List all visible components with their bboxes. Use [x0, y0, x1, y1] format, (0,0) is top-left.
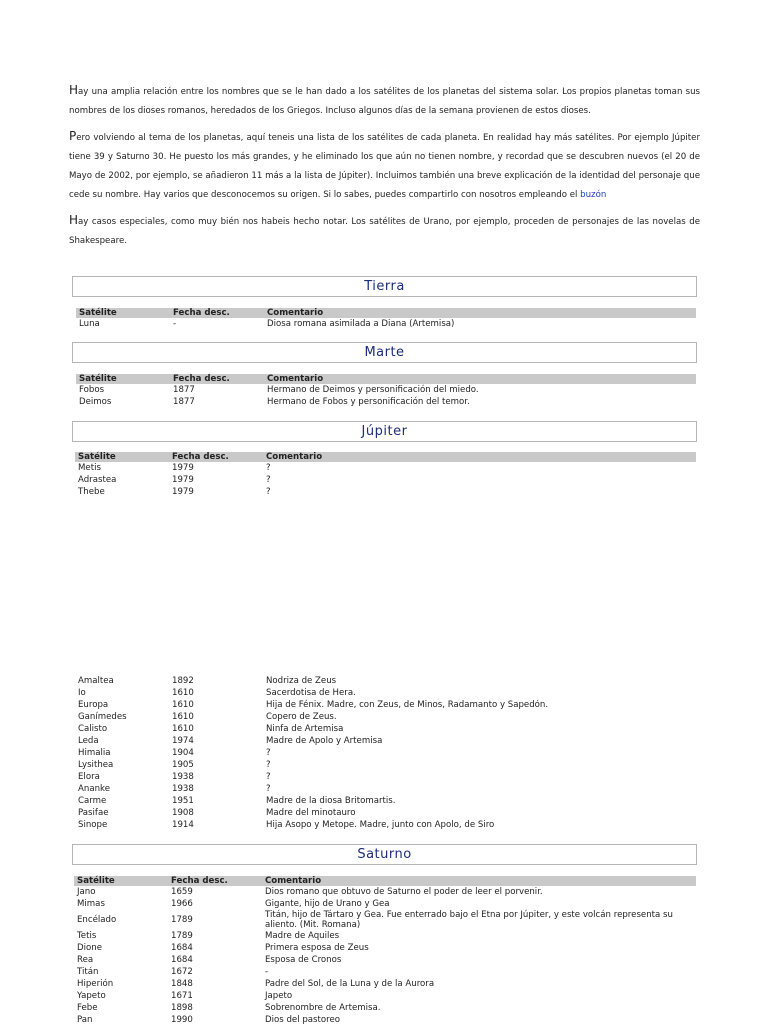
cell-comment: Japeto [265, 991, 293, 1001]
cell-comment: ? [266, 760, 271, 770]
cell-comment: Ninfa de Artemisa [266, 724, 344, 734]
cell-name: Calisto [78, 724, 108, 734]
col-header-fecha: Fecha desc. [168, 876, 262, 886]
cell-name: Febe [77, 1003, 98, 1013]
cell-date: 1877 [173, 385, 195, 395]
cell-comment: Gigante, hijo de Urano y Gea [265, 899, 390, 909]
cell-comment: Copero de Zeus. [266, 712, 337, 722]
cell-name: Dione [77, 943, 102, 953]
table-row [75, 711, 696, 723]
cell-name: Thebe [78, 487, 105, 497]
cell-comment: ? [266, 475, 271, 485]
table-row [75, 783, 696, 795]
intro-paragraph-2: Pero volviendo al tema de los planetas, aquí teneis una lista de los satélites de cada planeta. En realidad hay más satélites. Por ejemplo Júpiter tiene 39 y Saturno 30. He puesto los más grandes, y he eliminado los que aún no tienen nombre, y recordad que se descubren nuevos (el 20 de Mayo de 2002, por ejemplo, se añadieron 11 más a la lista de Júpiter). Incluimos también una breve explicación de la identidad del personaje que cede su nombre. Hay varios que desconocemos su origen. Si lo sabes, puedes compartirlo con nosotros empleando el buzón [69, 129, 700, 200]
cell-name: Ganímedes [78, 712, 127, 722]
table-row [75, 723, 696, 735]
table-row [75, 486, 696, 498]
cell-name: Himalia [78, 748, 111, 758]
col-header-comentario: Comentario [263, 452, 696, 462]
cell-date: 1951 [172, 796, 194, 806]
cell-date: 1908 [172, 808, 194, 818]
table-tierra [76, 308, 696, 330]
cell-date: 1848 [171, 979, 193, 989]
cell-date: 1938 [172, 784, 194, 794]
cell-name: Leda [78, 736, 99, 746]
cell-name: Elora [78, 772, 100, 782]
cell-name: Carme [78, 796, 107, 806]
cell-name: Titán [77, 967, 99, 977]
cell-name: Io [78, 688, 86, 698]
table-row [75, 771, 696, 783]
table-row [75, 747, 696, 759]
cell-comment: Titán, hijo de Tártaro y Gea. Fue enterrado bajo el Etna por Júpiter, y este volcán representa su aliento. (Mit. Romana) [265, 910, 673, 930]
col-header-comentario: Comentario [264, 308, 696, 318]
cell-date: 1684 [171, 955, 193, 965]
cell-date: 1979 [172, 463, 194, 473]
cell-comment: Padre del Sol, de la Luna y de la Aurora [265, 979, 435, 989]
mailbox-link[interactable]: buzón [580, 190, 607, 200]
table-row [75, 759, 696, 771]
cell-date: 1789 [171, 915, 193, 925]
cell-comment: Hija de Fénix. Madre, con Zeus, de Minos, Radamanto y Sapedón. [266, 700, 549, 710]
table-jupiter [75, 452, 696, 498]
table-row [74, 966, 696, 978]
cell-date: 1672 [171, 967, 193, 977]
table-row [74, 978, 696, 990]
cell-comment: Madre de Aquiles [265, 931, 340, 941]
table-row [75, 474, 696, 486]
table-row [74, 886, 696, 898]
col-header-satelite: Satélite [76, 374, 170, 384]
cell-comment: Hermano de Deimos y personificación del miedo. [267, 385, 479, 395]
table-row [76, 318, 696, 330]
cell-comment: Nodriza de Zeus [266, 676, 337, 686]
cell-comment: Madre de la diosa Britomartis. [266, 796, 396, 806]
cell-comment: ? [266, 463, 271, 473]
cell-date: 1974 [172, 736, 194, 746]
cell-comment: Dios romano que obtuvo de Saturno el poder de leer el porvenir. [265, 887, 543, 897]
cell-comment: - [265, 967, 269, 977]
table-row [74, 930, 696, 942]
cell-name: Pasifae [78, 808, 109, 818]
col-header-fecha: Fecha desc. [169, 452, 263, 462]
planet-title-saturno: Saturno [72, 844, 697, 865]
cell-date: 1659 [171, 887, 193, 897]
table-row [75, 807, 696, 819]
cell-date: 1789 [171, 931, 193, 941]
cell-date: 1684 [171, 943, 193, 953]
table-saturno [74, 876, 696, 1026]
cell-date: 1904 [172, 748, 194, 758]
cell-comment: Esposa de Cronos [265, 955, 342, 965]
cell-name: Ananke [78, 784, 110, 794]
cell-date: 1938 [172, 772, 194, 782]
cell-comment: ? [266, 748, 271, 758]
cell-comment: Diosa romana asimilada a Diana (Artemisa) [267, 319, 455, 329]
table-row [75, 795, 696, 807]
cell-date: 1610 [172, 688, 194, 698]
cell-name: Encélado [77, 915, 117, 925]
cell-comment: Sobrenombre de Artemisa. [265, 1003, 381, 1013]
cell-date: 1979 [172, 487, 194, 497]
col-header-satelite: Satélite [76, 308, 170, 318]
cell-date: 1979 [172, 475, 194, 485]
planet-title-jupiter: Júpiter [72, 421, 697, 442]
col-header-satelite: Satélite [74, 876, 168, 886]
cell-comment: Sacerdotisa de Hera. [266, 688, 356, 698]
cell-date: 1914 [172, 820, 194, 830]
table-row [74, 942, 696, 954]
cell-name: Hiperión [77, 979, 114, 989]
cell-name: Amaltea [78, 676, 114, 686]
cell-name: Yapeto [77, 991, 106, 1001]
cell-date: 1892 [172, 676, 194, 686]
table-row [75, 675, 696, 687]
cell-comment: Madre del minotauro [266, 808, 356, 818]
cell-comment: Dios del pastoreo [265, 1015, 341, 1025]
table-marte [76, 374, 696, 408]
planet-title-tierra: Tierra [72, 276, 697, 297]
cell-name: Luna [79, 319, 100, 329]
cell-date: 1990 [171, 1015, 193, 1025]
cell-comment: ? [266, 784, 271, 794]
col-header-satelite: Satélite [75, 452, 169, 462]
cell-name: Lysithea [78, 760, 114, 770]
cell-date: - [173, 319, 177, 329]
cell-date: 1877 [173, 397, 195, 407]
cell-name: Jano [77, 887, 96, 897]
cell-name: Deimos [79, 397, 112, 407]
cell-name: Adrastea [78, 475, 117, 485]
cell-name: Tetis [77, 931, 97, 941]
table-row [75, 462, 696, 474]
cell-date: 1898 [171, 1003, 193, 1013]
table-row [75, 699, 696, 711]
cell-comment: Madre de Apolo y Artemisa [266, 736, 383, 746]
table-jupiter-continued [75, 675, 696, 831]
table-row [74, 990, 696, 1002]
cell-date: 1966 [171, 899, 193, 909]
table-row [74, 1014, 696, 1026]
cell-name: Sinope [78, 820, 108, 830]
col-header-fecha: Fecha desc. [170, 308, 264, 318]
intro-text [69, 81, 700, 251]
intro-paragraph-3: Hay casos especiales, como muy bién nos habeis hecho notar. Los satélites de Urano, por ejemplo, proceden de personajes de las novelas de Shakespeare. [69, 213, 700, 246]
cell-name: Mimas [77, 899, 105, 909]
planet-title-marte: Marte [72, 342, 697, 363]
col-header-fecha: Fecha desc. [170, 374, 264, 384]
cell-name: Fobos [79, 385, 105, 395]
table-row [74, 898, 696, 910]
cell-date: 1610 [172, 724, 194, 734]
cell-date: 1610 [172, 712, 194, 722]
table-row [74, 1002, 696, 1014]
table-row [74, 954, 696, 966]
cell-name: Pan [77, 1015, 93, 1025]
intro-paragraph-1: Hay una amplia relación entre los nombres que se le han dado a los satélites de los planetas del sistema solar. Los propios planetas toman sus nombres de los dioses romanos, heredados de los Griegos. Incluso algunos días de la semana provienen de estos dioses. [69, 83, 700, 116]
cell-date: 1610 [172, 700, 194, 710]
cell-name: Metis [78, 463, 101, 473]
cell-comment: Primera esposa de Zeus [265, 943, 369, 953]
cell-date: 1671 [171, 991, 193, 1001]
table-row [75, 687, 696, 699]
cell-date: 1905 [172, 760, 194, 770]
table-row [75, 735, 696, 747]
table-row [76, 384, 696, 396]
cell-comment: ? [266, 487, 271, 497]
cell-comment: Hija Asopo y Metope. Madre, junto con Apolo, de Siro [266, 820, 495, 830]
cell-comment: Hermano de Fobos y personificación del temor. [267, 397, 470, 407]
col-header-comentario: Comentario [264, 374, 696, 384]
table-row [75, 819, 696, 831]
cell-comment: ? [266, 772, 271, 782]
col-header-comentario: Comentario [262, 876, 696, 886]
table-row [76, 396, 696, 408]
cell-name: Rea [77, 955, 94, 965]
cell-name: Europa [78, 700, 109, 710]
table-row [74, 910, 696, 930]
